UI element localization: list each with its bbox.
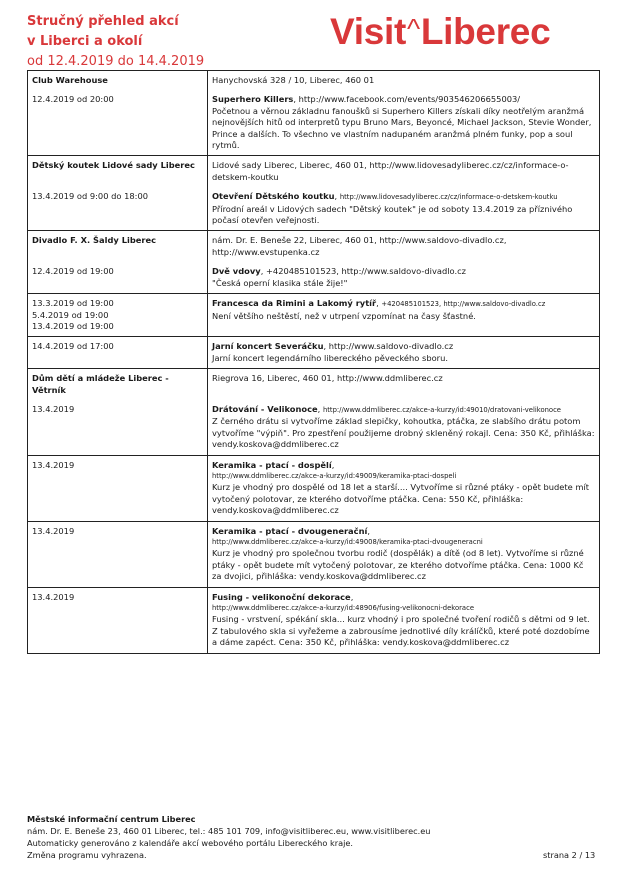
event-details	[208, 262, 600, 293]
venue-row	[28, 71, 600, 91]
event-description: Není většího neštěstí, než v utrpení vzpomínat na časy šťastné.	[212, 310, 476, 321]
document-header	[27, 12, 347, 72]
event-details	[208, 187, 600, 231]
event-details	[208, 455, 600, 521]
event-title: Superhero Killers	[212, 94, 294, 105]
logo-word-visit: Visit	[330, 11, 406, 52]
logo-caret: ^	[406, 13, 420, 44]
events-table	[27, 70, 600, 654]
event-description: Fusing - vrstvení, spékání skla... kurz vhodný i pro společné tvoření rodičů s dětmi od 9 let. Z tabulového skla si vyřežeme a zabrousíme jednotlivé díly králíčků, které poté dozdobíme a dáme zapéct. Cena: 350 Kč, přihláška: vendy.koskova@ddmliberec.cz	[212, 614, 590, 648]
venue-address: Riegrova 16, Liberec, 460 01, http://www.ddmliberec.cz	[208, 369, 600, 400]
event-row	[28, 587, 600, 653]
footer-disclaimer: Změna programu vyhrazena.	[27, 850, 147, 860]
event-details	[208, 294, 600, 337]
venue-row	[28, 369, 600, 400]
event-row	[28, 400, 600, 455]
event-details	[208, 521, 600, 587]
event-title: Keramika - ptací - dvougenerační	[212, 525, 368, 536]
event-title: Francesca da Rimini a Lakomý rytíř	[212, 298, 377, 309]
event-url: http://www.ddmliberec.cz/akce-a-kurzy/id:49010/dratovani-velikonoce	[322, 405, 561, 414]
venue-address: Hanychovská 328 / 10, Liberec, 460 01	[212, 75, 375, 85]
event-date: 13.4.2019 od 9:00 do 18:00	[28, 187, 208, 231]
event-row	[28, 262, 600, 293]
event-details	[208, 337, 600, 369]
logo-word-liberec: Liberec	[420, 11, 551, 52]
venue-address: nám. Dr. E. Beneše 22, Liberec, 460 01, http://www.saldovo-divadlo.cz, http://www.evstupenka.cz	[208, 231, 600, 262]
visit-liberec-logo	[330, 7, 602, 57]
event-title-sep: ,	[350, 591, 354, 602]
event-date: 13.4.2019	[28, 587, 208, 653]
venue-name: Dětský koutek Lidové sady Liberec	[28, 156, 208, 187]
event-url: http://www.ddmliberec.cz/akce-a-kurzy/id:48906/fusing-velikonocni-dekorace	[212, 604, 475, 613]
footer-organization: Městské informační centrum Liberec	[27, 814, 196, 824]
event-details	[208, 400, 600, 455]
event-title: Dvě vdovy	[212, 266, 261, 277]
event-date: 13.4.2019	[28, 521, 208, 587]
event-url: +420485101523, http://www.saldovo-divadlo.cz	[265, 266, 467, 277]
event-row	[28, 521, 600, 587]
event-row	[28, 337, 600, 369]
event-title-sep: ,	[293, 94, 299, 105]
event-title: Otevření Dětského koutku	[212, 191, 335, 202]
event-title: Jarní koncert Severáčku	[212, 341, 324, 352]
event-row	[28, 187, 600, 231]
document-title-line2: v Liberci a okolí	[27, 34, 143, 49]
event-title-sep: ,	[317, 403, 323, 414]
document-title-line1: Stručný přehled akcí	[27, 14, 179, 29]
footer-generated-note: Automaticky generováno z kalendáře akcí webového portálu Libereckého kraje.	[27, 838, 354, 848]
event-description: Jarní koncert legendárního libereckého pěveckého sboru.	[212, 352, 448, 363]
page-number: strana 2 / 13	[543, 850, 596, 860]
event-title: Keramika - ptací - dospělí	[212, 459, 332, 470]
event-date: 14.4.2019 od 17:00	[28, 337, 208, 369]
event-title-sep: ,	[376, 298, 382, 309]
event-date: 13.4.2019	[28, 400, 208, 455]
event-title: Drátování - Velikonoce	[212, 403, 318, 414]
event-description: Početnou a věrnou základnu fanoušků si Superhero Killers získali díky neotřelým aranžmá nejnovějších hitů od interpretů typu Bruno Mars, Beyoncé, Michael Jackson, Stevie Wonder, Prince a dalších. To všechno ve vlastním nadupaném aranžmá plném funky, pop a soul rytmů.	[212, 105, 592, 151]
event-title: Fusing - velikonoční dekorace	[212, 591, 351, 602]
event-title-sep: ,	[260, 266, 266, 277]
event-url: http://www.lidovesadyliberec.cz/cz/informace-o-detskem-koutku	[339, 193, 558, 202]
event-title-sep: ,	[367, 525, 370, 536]
event-row	[28, 90, 600, 156]
event-title-sep: ,	[331, 459, 335, 470]
event-title-sep: ,	[334, 191, 340, 202]
event-date: 12.4.2019 od 20:00	[28, 90, 208, 156]
venue-address: Lidové sady Liberec, Liberec, 460 01, http://www.lidovesadyliberec.cz/cz/informace-o-detskem-koutku	[208, 156, 600, 187]
venue-row	[28, 156, 600, 187]
event-description: Kurz je vhodný pro společnou tvorbu rodič (dospělák) a dítě (od 8 let). Vytvoříme si různé ptáky - opět budete mít vytočený polotovar, ze kterého dotvoříme ptáčka. Cena: 1000 Kč za dvojici, přihláška: vendy.koskova@ddmliberec.cz	[212, 548, 584, 582]
event-details	[208, 587, 600, 653]
event-row	[28, 294, 600, 337]
event-description: "Česká operní klasika stále žije!"	[212, 277, 348, 288]
event-title-sep: ,	[323, 341, 329, 352]
event-url: http://www.facebook.com/events/903546206655003/	[298, 94, 521, 105]
event-description: Přírodní areál v Lidových sadech "Dětský koutek" je od soboty 13.4.2019 za příznivého počasí otevřen veřejnosti.	[212, 203, 573, 226]
venue-name: Dům dětí a mládeže Liberec - Větrník	[28, 369, 208, 400]
event-description: Kurz je vhodný pro dospělé od 18 let a starší.... Vytvoříme si různé ptáky - opět budete mít vytočený polotovar, ze kterého dotvoříme ptáčka. Cena: 550 Kč, přihláška: vendy.koskova@ddmliberec.cz	[212, 482, 590, 516]
event-description: Z černého drátu si vytvoříme základ slepičky, kohoutka, ptáčka, ze slabšího drátu potom vytvoříme "výpiň". Pro zpestření použijeme drobný skleněný rokajl. Cena: 350 Kč, přihláška: vendy.koskova@ddmliberec.cz	[212, 416, 595, 450]
event-details	[208, 90, 600, 156]
event-row	[28, 455, 600, 521]
event-url: http://www.ddmliberec.cz/akce-a-kurzy/id:49008/keramika-ptaci-dvougeneracni	[212, 538, 483, 546]
event-date: 13.4.2019	[28, 455, 208, 521]
venue-name: Divadlo F. X. Šaldy Liberec	[28, 231, 208, 262]
event-date: 13.3.2019 od 19:00 5.4.2019 od 19:00 13.4.2019 od 19:00	[28, 294, 208, 337]
page-footer	[27, 813, 467, 861]
event-date: 12.4.2019 od 19:00	[28, 262, 208, 293]
event-url: +420485101523, http://www.saldovo-divadlo.cz	[381, 300, 546, 309]
event-url: http://www.saldovo-divadlo.cz	[328, 341, 454, 352]
event-url: http://www.ddmliberec.cz/akce-a-kurzy/id:49009/keramika-ptaci-dospeli	[212, 471, 457, 480]
footer-contact: nám. Dr. E. Beneše 23, 460 01 Liberec, tel.: 485 101 709, info@visitliberec.eu, www.visitliberec.eu	[27, 826, 431, 836]
venue-name: Club Warehouse	[28, 71, 208, 91]
venue-row	[28, 231, 600, 262]
date-range: od 12.4.2019 do 14.4.2019	[27, 54, 205, 69]
